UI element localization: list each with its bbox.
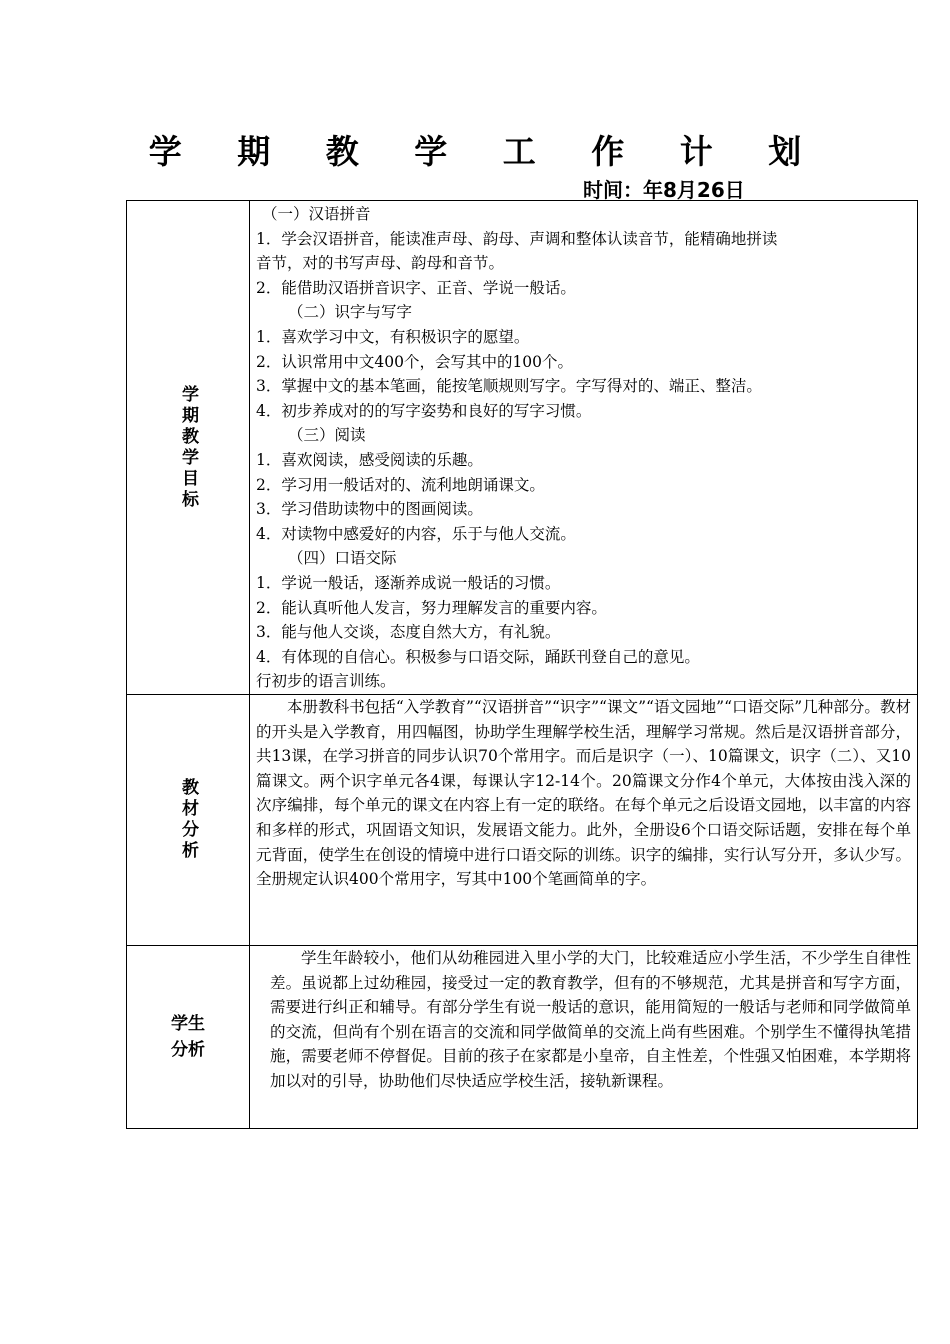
page-title: 学 期 教 学 工 作 计 划 bbox=[148, 132, 824, 171]
textbook-paragraph: 本册教科书包括“入学教育”“汉语拼音”“识字”“课文”“语文园地”“口语交际”几种部分。教材的开头是入学教育，用四幅图，协助学生理解学校生活，理解学习常规。然后是汉语拼音部分，共13课，在学习拼音的同步认识70个常用字。而后是识字（一）、10篇课文，识字（二）、又10篇课文。两个识字单元各4课，每课认字12-14个。20篇课文分作4个单元，大体按由浅入深的次序编排，每个单元的课文在内容上有一定的联络。在每个单元之后设语文园地，以丰富的内容和多样的形式，巩固语文知识，发展语文能力。此外，全册设6个口语交际话题，安排在每个单元背面，使学生在创设的情境中进行口语交际的训练。识字的编排，实行认写分开，多认少写。全册规定认识400个常用字，写其中100个笔画简单的字。 bbox=[256, 698, 911, 889]
goals-line: （四）口语交际 bbox=[288, 549, 397, 568]
goals-line: 3．掌握中文的基本笔画，能按笔顺规则写字。字写得对的、端正、整洁。 bbox=[256, 377, 762, 396]
goals-line: （三）阅读 bbox=[288, 426, 366, 445]
goals-row bbox=[126, 200, 918, 695]
textbook-content bbox=[250, 695, 917, 945]
goals-line: 1．学会汉语拼音，能读准声母、韵母、声调和整体认读音节，能精确地拼读 bbox=[256, 229, 778, 248]
goals-heading: 学期教学目标 bbox=[127, 201, 250, 694]
plan-table bbox=[126, 200, 918, 1129]
goals-line: （二）识字与写字 bbox=[288, 303, 413, 322]
goals-line: 3．能与他人交谈，态度自然大方，有礼貌。 bbox=[256, 623, 561, 642]
textbook-row bbox=[126, 695, 918, 946]
students-heading-line2: 分析 bbox=[171, 1040, 205, 1060]
goals-line: 3．学习借助读物中的图画阅读。 bbox=[256, 500, 483, 519]
goals-line: 1．学说一般话，逐渐养成说一般话的习惯。 bbox=[256, 573, 561, 592]
students-content bbox=[250, 946, 917, 1128]
students-paragraph: 学生年龄较小，他们从幼稚园进入里小学的大门，比较难适应小学生活，不少学生自律性差。虽说都上过幼稚园，接受过一定的教育教学，但有的不够规范，尤其是拼音和写字方面，需要进行纠正和辅导。有部分学生有说一般话的意识，能用简短的一般话与老师和同学做简单的交流，但尚有个别在语言的交流和同学做简单的交流上尚有些困难。个别学生不懂得执笔措施，需要老师不停督促。目前的孩子在家都是小皇帝，自主性差，个性强又怕困难，本学期将加以对的引导，协助他们尽快适应学校生活，接轨新课程。 bbox=[270, 949, 911, 1090]
goals-line: 2．能借助汉语拼音识字、正音、学说一般话。 bbox=[256, 278, 576, 297]
goals-line: 音节，对的书写声母、韵母和音节。 bbox=[256, 254, 505, 273]
goals-line: 1．喜欢学习中文，有积极识字的愿望。 bbox=[256, 327, 530, 346]
goals-line: 行初步的语言训练。 bbox=[256, 672, 396, 691]
date-line: 时间：年8月26日 bbox=[583, 178, 745, 202]
goals-content bbox=[250, 201, 917, 694]
goals-line: 1．喜欢阅读，感受阅读的乐趣。 bbox=[256, 450, 483, 469]
students-heading bbox=[127, 946, 250, 1128]
goals-line: 4．对读物中感爱好的内容，乐于与他人交流。 bbox=[256, 524, 576, 543]
goals-line: 4．有体现的自信心。积极参与口语交际，踊跃刊登自己的意见。 bbox=[256, 647, 700, 666]
goals-line: 2．学习用一般话对的、流利地朗诵课文。 bbox=[256, 475, 545, 494]
goals-line: 2．认识常用中文400个，会写其中的100个。 bbox=[256, 352, 574, 371]
students-row bbox=[126, 946, 918, 1129]
goals-line: 2．能认真听他人发言，努力理解发言的重要内容。 bbox=[256, 598, 607, 617]
textbook-heading: 教材分析 bbox=[127, 695, 250, 945]
goals-line: 4．初步养成对的的写字姿势和良好的写字习惯。 bbox=[256, 401, 592, 420]
students-heading-line1: 学生 bbox=[171, 1014, 205, 1034]
goals-line: （一）汉语拼音 bbox=[262, 205, 371, 223]
